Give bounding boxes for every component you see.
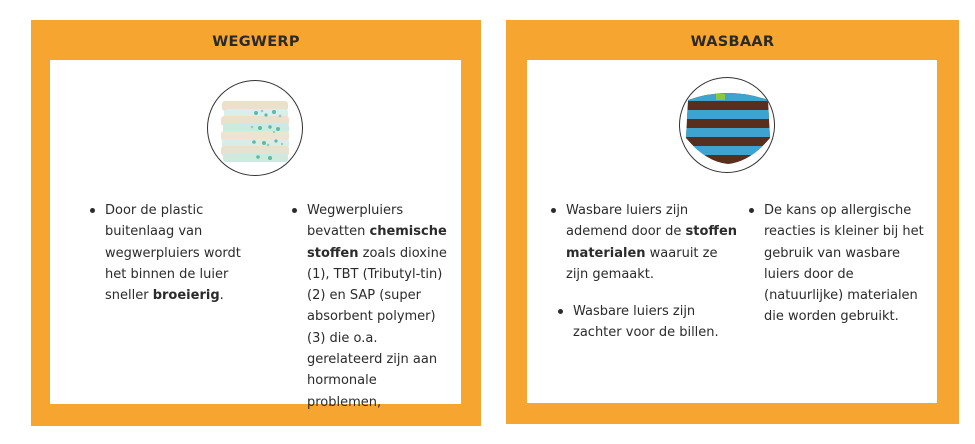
diaper-stack-icon xyxy=(221,101,289,162)
disposable-list-left xyxy=(88,200,253,306)
list-item: Door de plastic buitenlaag van wegwerpluiers wordt het binnen de luier sneller broeierig. xyxy=(88,200,253,306)
disposable-diapers-image xyxy=(207,80,303,176)
washable-list-right xyxy=(747,200,927,328)
cloth-diaper-image xyxy=(679,77,775,173)
disposable-card xyxy=(31,20,481,426)
card-title: WASBAAR xyxy=(690,34,775,50)
list-item: De kans op allergische reacties is kleiner bij het gebruik van wasbare luiers door de (natuurlijke) materialen die worden gebruikt. xyxy=(747,200,927,328)
washable-list-left xyxy=(549,200,739,285)
striped-diaper-icon xyxy=(680,78,775,173)
washable-card xyxy=(506,20,959,424)
list-item: Wasbare luiers zijn ademend door de stoffen materialen waaruit ze zijn gemaakt. xyxy=(549,200,739,285)
card-title: WEGWERP xyxy=(212,34,300,50)
list-item: Wasbare luiers zijn zachter voor de billen. xyxy=(556,301,736,344)
list-item: Wegwerpluiers bevatten chemische stoffen zoals dioxine (1), TBT (Tributyl-tin) (2) en SAP (super absorbent polymer) (3) die o.a. gerelateerd zijn aan hormonale problemen, xyxy=(290,200,452,413)
card-body xyxy=(527,60,937,403)
disposable-list-right xyxy=(290,200,452,413)
card-body xyxy=(50,60,461,410)
washable-list-left-2 xyxy=(556,301,736,344)
